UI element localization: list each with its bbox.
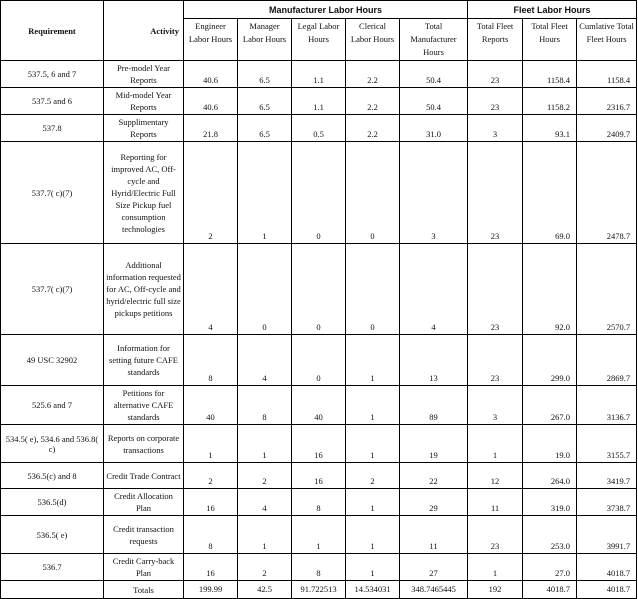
table-row — [1, 463, 637, 489]
engineer-cell: 40 — [184, 386, 238, 425]
table-row — [1, 516, 637, 554]
total-manager-cell: 42.5 — [238, 581, 292, 599]
fleet-reports-cell: 23 — [468, 244, 523, 335]
fleet-reports-cell: 1 — [468, 554, 523, 581]
table-row — [1, 88, 637, 115]
legal-cell: 16 — [292, 463, 346, 489]
header-legal: Legal Labor Hours — [292, 19, 346, 61]
activity-cell: Mid-model Year Reports — [104, 88, 184, 115]
clerical-cell: 2.2 — [346, 61, 400, 88]
requirement-cell: 49 USC 32902 — [1, 335, 104, 386]
fleet-hours-cell: 92.0 — [523, 244, 577, 335]
legal-cell: 1 — [292, 516, 346, 554]
engineer-cell: 8 — [184, 335, 238, 386]
fleet-hours-cell: 319.0 — [523, 489, 577, 516]
clerical-cell: 1 — [346, 425, 400, 463]
engineer-cell: 40.6 — [184, 61, 238, 88]
engineer-cell: 16 — [184, 489, 238, 516]
manager-cell: 0 — [238, 244, 292, 335]
clerical-cell: 0 — [346, 142, 400, 244]
table-row — [1, 244, 637, 335]
total-manufacturer-cell: 3 — [400, 142, 468, 244]
legal-cell: 16 — [292, 425, 346, 463]
activity-cell: Supplimentary Reports — [104, 115, 184, 142]
requirement-cell: 537.8 — [1, 115, 104, 142]
header-cumulative: Cumlative Total Fleet Hours — [577, 19, 637, 61]
fleet-reports-cell: 11 — [468, 489, 523, 516]
cumulative-cell: 2409.7 — [577, 115, 637, 142]
table-row — [1, 554, 637, 581]
total-manufacturer-cell: 29 — [400, 489, 468, 516]
manager-cell: 6.5 — [238, 88, 292, 115]
requirement-cell: 536.5(d) — [1, 489, 104, 516]
group-fleet-labor-hours: Fleet Labor Hours — [468, 1, 637, 19]
total-cumulative-cell: 4018.7 — [577, 581, 637, 599]
legal-cell: 0 — [292, 335, 346, 386]
legal-cell: 0 — [292, 244, 346, 335]
requirement-cell: 525.6 and 7 — [1, 386, 104, 425]
fleet-hours-cell: 1158.4 — [523, 61, 577, 88]
total-manufacturer-cell: 4 — [400, 244, 468, 335]
fleet-reports-cell: 23 — [468, 88, 523, 115]
manager-cell: 6.5 — [238, 115, 292, 142]
cumulative-cell: 3738.7 — [577, 489, 637, 516]
engineer-cell: 4 — [184, 244, 238, 335]
manager-cell: 2 — [238, 554, 292, 581]
total-manufacturer-cell: 11 — [400, 516, 468, 554]
manager-cell: 6.5 — [238, 61, 292, 88]
engineer-cell: 40.6 — [184, 88, 238, 115]
cumulative-cell: 2869.7 — [577, 335, 637, 386]
requirement-cell: 536.5( e) — [1, 516, 104, 554]
table-row — [1, 386, 637, 425]
fleet-hours-cell: 253.0 — [523, 516, 577, 554]
table-row — [1, 489, 637, 516]
cumulative-cell: 2570.7 — [577, 244, 637, 335]
fleet-hours-cell: 93.1 — [523, 115, 577, 142]
fleet-hours-cell: 299.0 — [523, 335, 577, 386]
fleet-reports-cell: 23 — [468, 335, 523, 386]
engineer-cell: 1 — [184, 425, 238, 463]
fleet-hours-cell: 19.0 — [523, 425, 577, 463]
activity-cell: Credit Carry-back Plan — [104, 554, 184, 581]
table-row — [1, 115, 637, 142]
requirement-cell: 536.5(c) and 8 — [1, 463, 104, 489]
total-manufacturer-cell: 19 — [400, 425, 468, 463]
engineer-cell: 8 — [184, 516, 238, 554]
fleet-hours-cell: 69.0 — [523, 142, 577, 244]
totals-blank-cell — [1, 581, 104, 599]
total-legal-cell: 91.722513 — [292, 581, 346, 599]
fleet-hours-cell: 27.0 — [523, 554, 577, 581]
manager-cell: 8 — [238, 386, 292, 425]
fleet-reports-cell: 3 — [468, 386, 523, 425]
clerical-cell: 1 — [346, 554, 400, 581]
total-manufacturer-cell: 22 — [400, 463, 468, 489]
clerical-cell: 2 — [346, 463, 400, 489]
manager-cell: 4 — [238, 489, 292, 516]
activity-cell: Information for setting future CAFE standards — [104, 335, 184, 386]
group-manufacturer-labor-hours: Manufacturer Labor Hours — [184, 1, 468, 19]
clerical-cell: 1 — [346, 516, 400, 554]
activity-cell: Additional information requested for AC, Off-cycle and hyrid/electric full size pickups petitions — [104, 244, 184, 335]
cumulative-cell: 3136.7 — [577, 386, 637, 425]
cumulative-cell: 1158.4 — [577, 61, 637, 88]
requirement-cell: 534.5( e), 534.6 and 536.8( c) — [1, 425, 104, 463]
header-engineer: Engineer Labor Hours — [184, 19, 238, 61]
fleet-reports-cell: 12 — [468, 463, 523, 489]
fleet-reports-cell: 23 — [468, 61, 523, 88]
header-manager: Manager Labor Hours — [238, 19, 292, 61]
activity-cell: Reports on corporate transactions — [104, 425, 184, 463]
table-row — [1, 61, 637, 88]
total-manufacturer-cell: 31.0 — [400, 115, 468, 142]
total-engineer-cell: 199.99 — [184, 581, 238, 599]
header-total-manufacturer: Total Manufacturer Hours — [400, 19, 468, 61]
total-manufacturer-hours-cell: 348.7465445 — [400, 581, 468, 599]
manager-cell: 1 — [238, 516, 292, 554]
fleet-hours-cell: 267.0 — [523, 386, 577, 425]
clerical-cell: 1 — [346, 489, 400, 516]
table-row — [1, 335, 637, 386]
cumulative-cell: 4018.7 — [577, 554, 637, 581]
fleet-hours-cell: 1158.2 — [523, 88, 577, 115]
fleet-reports-cell: 23 — [468, 516, 523, 554]
activity-cell: Credit Trade Contract — [104, 463, 184, 489]
clerical-cell: 1 — [346, 335, 400, 386]
requirement-cell: 537.7( c)(7) — [1, 142, 104, 244]
total-manufacturer-cell: 27 — [400, 554, 468, 581]
manager-cell: 1 — [238, 425, 292, 463]
engineer-cell: 2 — [184, 463, 238, 489]
clerical-cell: 2.2 — [346, 115, 400, 142]
total-manufacturer-cell: 89 — [400, 386, 468, 425]
total-clerical-cell: 14.534031 — [346, 581, 400, 599]
manager-cell: 1 — [238, 142, 292, 244]
requirement-cell: 537.5 and 6 — [1, 88, 104, 115]
legal-cell: 8 — [292, 489, 346, 516]
requirement-cell: 537.7( c)(7) — [1, 244, 104, 335]
header-total-fleet-hours: Total Fleet Hours — [523, 19, 577, 61]
legal-cell: 8 — [292, 554, 346, 581]
clerical-cell: 1 — [346, 386, 400, 425]
activity-cell: Pre-model Year Reports — [104, 61, 184, 88]
fleet-hours-cell: 264.0 — [523, 463, 577, 489]
cumulative-cell: 3991.7 — [577, 516, 637, 554]
manager-cell: 2 — [238, 463, 292, 489]
legal-cell: 1.1 — [292, 61, 346, 88]
fleet-reports-cell: 1 — [468, 425, 523, 463]
legal-cell: 0.5 — [292, 115, 346, 142]
activity-cell: Credit Allocation Plan — [104, 489, 184, 516]
manager-cell: 4 — [238, 335, 292, 386]
requirement-cell: 537.5, 6 and 7 — [1, 61, 104, 88]
total-fleet-hours-cell: 4018.7 — [523, 581, 577, 599]
header-clerical: Clerical Labor Hours — [346, 19, 400, 61]
clerical-cell: 0 — [346, 244, 400, 335]
totals-label: Totals — [104, 581, 184, 599]
cumulative-cell: 2316.7 — [577, 88, 637, 115]
header-requirement: Requirement — [1, 1, 104, 61]
total-fleet-reports-cell: 192 — [468, 581, 523, 599]
engineer-cell: 16 — [184, 554, 238, 581]
table-row — [1, 425, 637, 463]
table-row — [1, 142, 637, 244]
engineer-cell: 2 — [184, 142, 238, 244]
legal-cell: 1.1 — [292, 88, 346, 115]
total-manufacturer-cell: 13 — [400, 335, 468, 386]
cumulative-cell: 3155.7 — [577, 425, 637, 463]
legal-cell: 40 — [292, 386, 346, 425]
total-manufacturer-cell: 50.4 — [400, 61, 468, 88]
engineer-cell: 21.8 — [184, 115, 238, 142]
cumulative-cell: 2478.7 — [577, 142, 637, 244]
activity-cell: Petitions for alternative CAFE standards — [104, 386, 184, 425]
total-manufacturer-cell: 50.4 — [400, 88, 468, 115]
totals-row — [1, 581, 637, 599]
fleet-reports-cell: 23 — [468, 142, 523, 244]
activity-cell: Credit transaction requests — [104, 516, 184, 554]
fleet-reports-cell: 3 — [468, 115, 523, 142]
header-activity: Activity — [104, 1, 184, 61]
activity-cell: Reporting for improved AC, Off-cycle and Hyrid/Electric Full Size Pickup fuel consumption technologies — [104, 142, 184, 244]
requirement-cell: 536.7 — [1, 554, 104, 581]
cumulative-cell: 3419.7 — [577, 463, 637, 489]
header-total-fleet-reports: Total Fleet Reports — [468, 19, 523, 61]
legal-cell: 0 — [292, 142, 346, 244]
clerical-cell: 2.2 — [346, 88, 400, 115]
